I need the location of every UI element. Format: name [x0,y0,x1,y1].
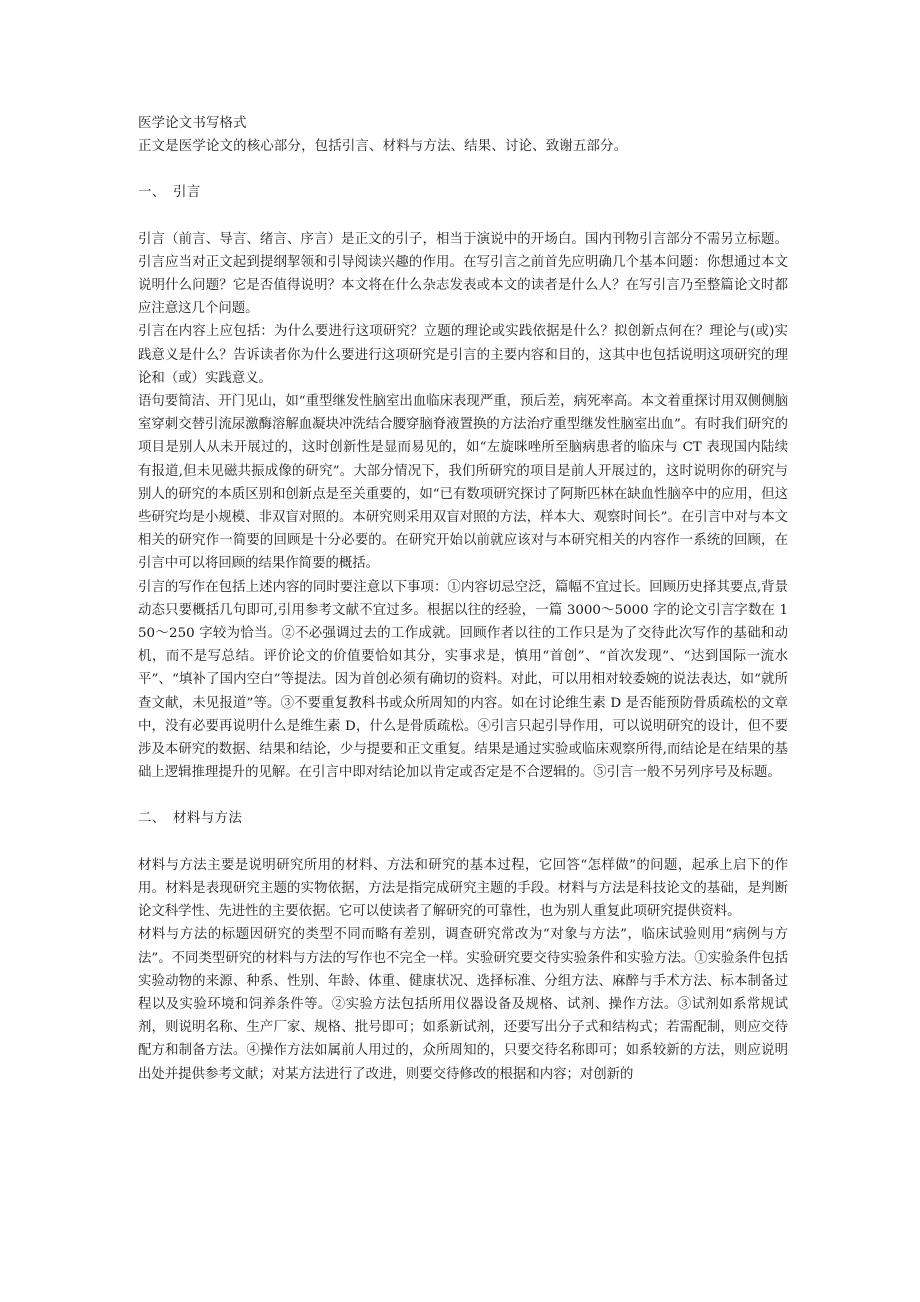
document-body [138,112,788,1086]
paragraph: 材料与方法的标题因研究的类型不同而略有差别，调查研究常改为“对象与方法”，临床试验则用“病例与方法”。不同类型研究的材料与方法的写作也不完全一样。实验研究要交待实验条件和实验方法。①实验条件包括实验动物的来源、种系、性别、年龄、体重、健康状况、选择标准、分组方法、麻醉与手术方法、标本制备过程以及实验环境和饲养条件等。②实验方法包括所用仪器设备及规格、试剂、操作方法。③试剂如系常规试剂，则说明名称、生产厂家、规格、批号即可；如系新试剂，还要写出分子式和结构式；若需配制，则应交待配方和制备方法。④操作方法如属前人用过的，众所周知的，只要交待名称即可；如系较新的方法，则应说明出处并提供参考文献；对某方法进行了改进，则要交待修改的根据和内容；对创新的 [138,927,788,1082]
document-title: 医学论文书写格式 [138,116,247,131]
paragraph: 引言的写作在包括上述内容的同时要注意以下事项：①内容切忌空泛，篇幅不宜过长。回顾历史择其要点,背景动态只要概括几句即可,引用参考文献不宜过多。根据以往的经验，一篇 3000～5000 字的论文引言字数在 150～250 字较为恰当。②不必强调过去的工作成就。回顾作者以往的工作只是为了交待此次写作的基础和动机，而不是写总结。评价论文的价值要恰如其分，实事求是，慎用“首创”、“首次发现”、“达到国际一流水平”、“填补了国内空白”等提法。因为首创必须有确切的资料。对此，可以用相对较委婉的说法表达，如“就所查文献，未见报道”等。③不要重复教科书或众所周知的内容。如在讨论维生素 D 是否能预防骨质疏松的文章中，没有必要再说明什么是维生素 D，什么是骨质疏松。④引言只起引导作用，可以说明研究的设计，但不要涉及本研究的数据、结果和结论，少与提要和正文重复。结果是通过实验或临床观察所得,而结论是在结果的基础上逻辑推理提升的见解。在引言中即对结论加以肯定或否定是不合逻辑的。⑤引言一般不另列序号及标题。 [138,579,788,781]
paragraph: 引言（前言、导言、绪言、序言）是正文的引子，相当于演说中的开场白。国内刊物引言部分不需另立标题。引言应当对正文起到提纲挈领和引导阅读兴趣的作用。在写引言之前首先应明确几个基本问题：你想通过本文说明什么问题？它是否值得说明？本文将在什么杂志发表或本文的读者是什么人？在写引言乃至整篇论文时都应注意这几个问题。 [138,231,788,317]
paragraph: 引言在内容上应包括：为什么要进行这项研究？立题的理论或实践依据是什么？拟创新点何在？理论与(或)实践意义是什么？告诉读者你为什么要进行这项研究是引言的主要内容和目的，这其中也包括说明这项研究的理论和（或）实践意义。 [138,324,788,386]
document-intro: 正文是医学论文的核心部分，包括引言、材料与方法、结果、讨论、致谢五部分。 [138,139,628,155]
paragraph: 材料与方法主要是说明研究所用的材料、方法和研究的基本过程，它回答“怎样做”的问题，起承上启下的作用。材料是表现研究主题的实物依据，方法是指完成研究主题的手段。材料与方法是科技论文的基础，是判断论文科学性、先进性的主要依据。它可以使读者了解研究的可靠性，也为别人重复此项研究提供资料。 [138,857,788,920]
section-heading-materials-methods: 二、 材料与方法 [138,811,243,827]
section-heading-introduction: 一、 引言 [138,185,201,201]
paragraph: 语句要简洁、开门见山，如“重型继发性脑室出血临床表现严重，预后差，病死率高。本文着重探讨用双侧侧脑室穿刺交替引流尿激酶溶解血凝块冲洗结合腰穿脑脊液置换的方法治疗重型继发性脑室出血”。有时我们研究的项目是别人从未开展过的，这时创新性是显而易见的，如“左旋咪唑所至脑病患者的临床与 CT 表现国内陆续有报道,但未见磁共振成像的研究”。大部分情况下，我们所研究的项目是前人开展过的，这时说明你的研究与别人的研究的本质区别和创新点是至关重要的，如“已有数项研究探讨了阿斯匹林在缺血性脑卒中的应用，但这些研究均是小规模、非双盲对照的。本研究则采用双盲对照的方法，样本大、观察时间长”。在引言中对与本文相关的研究作一简要的回顾是十分必要的。在研究开始以前就应该对与本研究相关的内容作一系统的回顾，在引言中可以将回顾的结果作简要的概括。 [138,394,788,572]
